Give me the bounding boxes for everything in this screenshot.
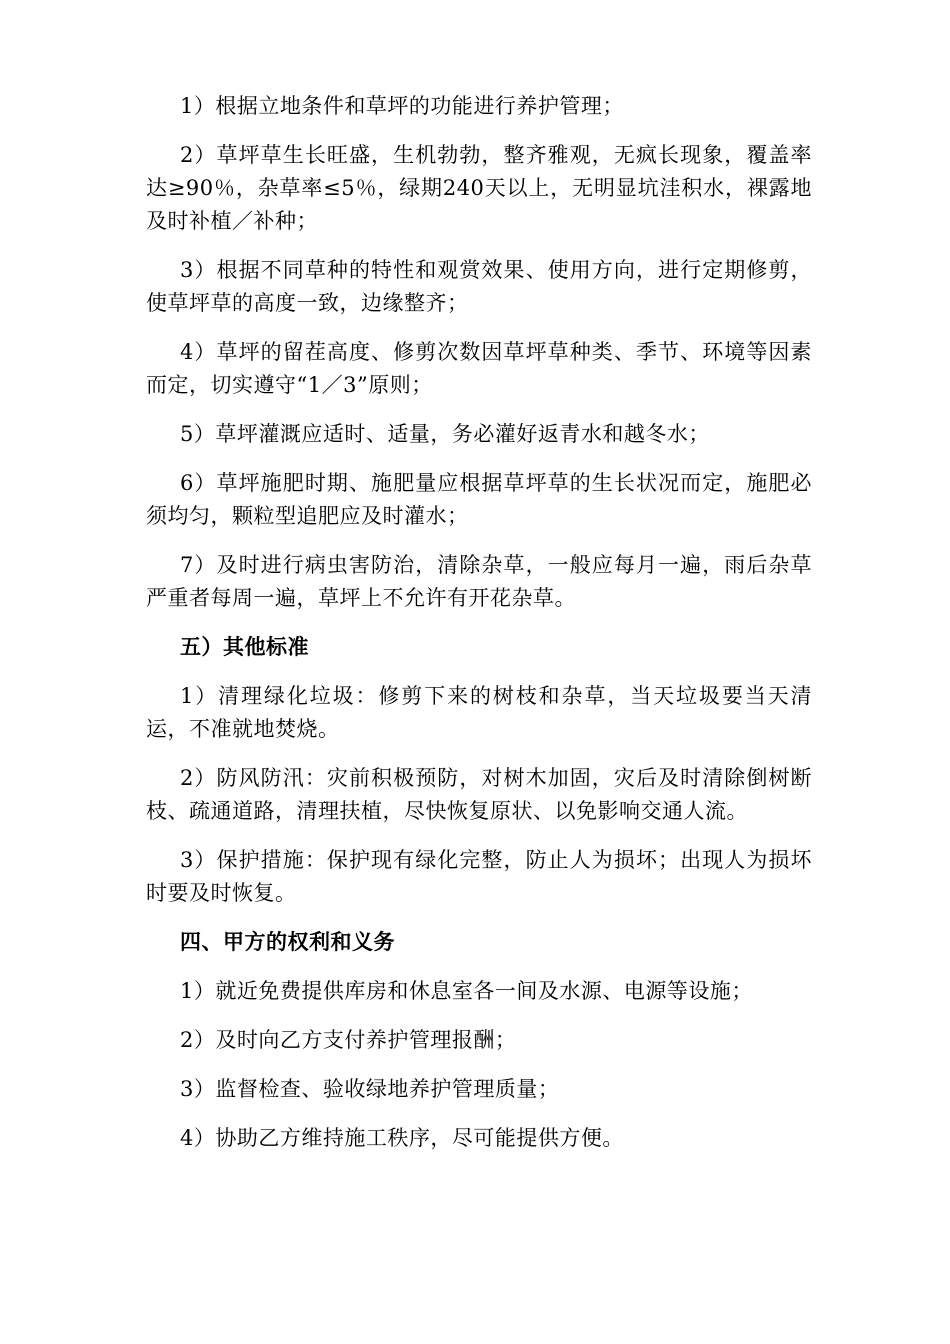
paragraph-lawn-7: 7）及时进行病虫害防治，清除杂草，一般应每月一遍，雨后杂草严重者每周一遍，草坪上不允许有开花杂草。 [146, 553, 812, 610]
paragraph-lawn-4: 4）草坪的留茬高度、修剪次数因草坪草种类、季节、环境等因素而定，切实遵守“1／3”原则； [146, 340, 812, 397]
paragraph-other-1: 1）清理绿化垃圾：修剪下来的树枝和杂草，当天垃圾要当天清运，不准就地焚烧。 [146, 684, 812, 741]
paragraph-party-a-1: 1）就近免费提供库房和休息室各一间及水源、电源等设施； [180, 979, 753, 1003]
section-heading-party-a: 四、甲方的权利和义务 [180, 930, 395, 954]
paragraph-party-a-3: 3）监督检查、验收绿地养护管理质量； [180, 1077, 560, 1101]
paragraph-lawn-6: 6）草坪施肥时期、施肥量应根据草坪草的生长状况而定，施肥必须均匀，颗粒型追肥应及时灌水； [146, 471, 812, 528]
section-heading-other-standards: 五）其他标准 [180, 635, 309, 659]
document-page [146, 90, 812, 1171]
paragraph-other-2: 2）防风防汛：灾前积极预防，对树木加固，灾后及时清除倒树断枝、疏通道路，清理扶植，尽快恢复原状、以免影响交通人流。 [146, 766, 812, 823]
paragraph-lawn-3: 3）根据不同草种的特性和观赏效果、使用方向，进行定期修剪，使草坪草的高度一致，边缘整齐； [146, 258, 812, 315]
paragraph-lawn-1: 1）根据立地条件和草坪的功能进行养护管理； [180, 94, 624, 118]
paragraph-lawn-5: 5）草坪灌溉应适时、适量，务必灌好返青水和越冬水； [180, 422, 710, 446]
paragraph-other-3: 3）保护措施：保护现有绿化完整，防止人为损坏；出现人为损坏时要及时恢复。 [146, 848, 812, 905]
paragraph-party-a-4: 4）协助乙方维持施工秩序，尽可能提供方便。 [180, 1126, 624, 1150]
paragraph-party-a-2: 2）及时向乙方支付养护管理报酬； [180, 1028, 517, 1052]
paragraph-lawn-2: 2）草坪草生长旺盛，生机勃勃，整齐雅观，无疯长现象，覆盖率达≥90％，杂草率≤5％，绿期240天以上，无明显坑洼积水，裸露地及时补植／补种； [146, 143, 812, 233]
